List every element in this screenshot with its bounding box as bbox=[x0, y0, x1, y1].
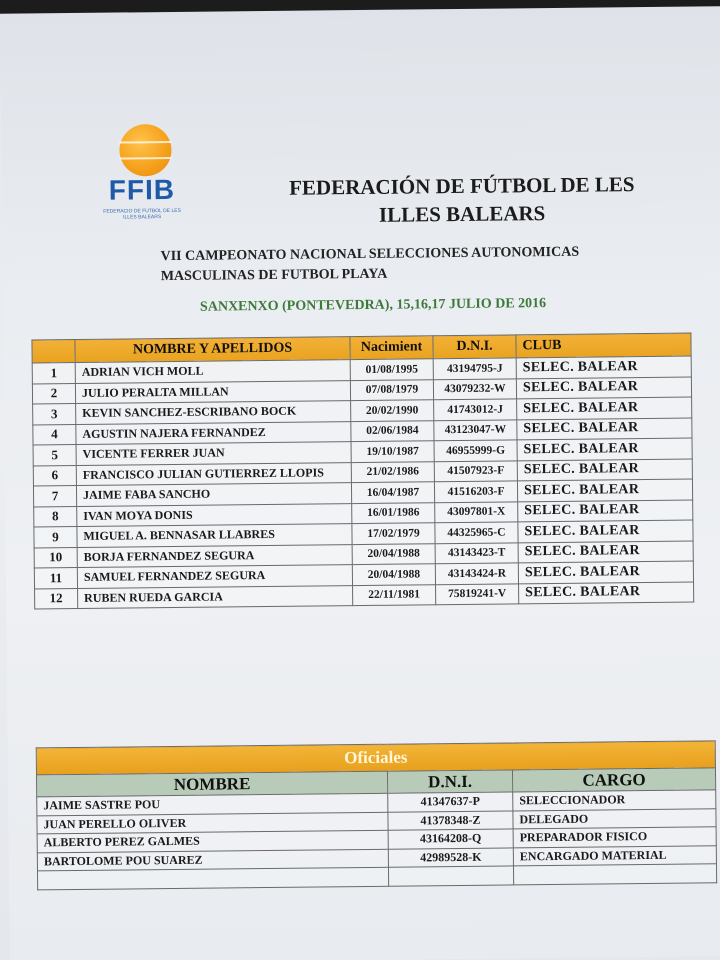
player-dni: 43079232-W bbox=[433, 378, 516, 399]
player-number: 10 bbox=[34, 547, 77, 568]
official-name: JAIME SASTRE POU bbox=[37, 793, 388, 815]
player-number: 5 bbox=[33, 444, 76, 465]
player-club: SELEC. BALEAR bbox=[516, 356, 691, 378]
official-role: ENCARGADO MATERIAL bbox=[513, 845, 716, 866]
title-line-1: FEDERACIÓN DE FÚTBOL DE LES bbox=[289, 172, 635, 200]
player-dni: 43097801-X bbox=[435, 501, 518, 522]
player-number: 8 bbox=[34, 506, 77, 527]
page-title bbox=[242, 170, 683, 231]
player-name: RUBEN RUEDA GARCIA bbox=[78, 585, 353, 608]
player-birth-date: 02/06/1984 bbox=[351, 420, 434, 441]
subtitle-line-1: VII CAMPEONATO NACIONAL SELECCIONES AUTONOMICAS bbox=[160, 244, 580, 265]
player-dni: 75819241-V bbox=[436, 583, 519, 604]
player-birth-date: 19/10/1987 bbox=[351, 441, 434, 462]
players-table bbox=[31, 333, 694, 610]
player-number: 6 bbox=[33, 465, 76, 486]
official-dni bbox=[388, 866, 513, 886]
player-birth-date: 21/02/1986 bbox=[351, 461, 434, 482]
header-official-dni: D.N.I. bbox=[387, 770, 512, 793]
player-club: SELEC. BALEAR bbox=[518, 520, 693, 542]
official-dni: 43164208-Q bbox=[388, 829, 513, 849]
player-name: IVAN MOYA DONIS bbox=[77, 503, 352, 526]
official-role bbox=[513, 864, 716, 885]
player-number: 9 bbox=[34, 526, 77, 547]
player-name: FRANCISCO JULIAN GUTIERREZ LLOPIS bbox=[76, 462, 351, 485]
player-birth-date: 20/04/1988 bbox=[352, 543, 435, 564]
player-birth-date: 07/08/1979 bbox=[350, 379, 433, 400]
officials-band-title: Oficiales bbox=[36, 741, 715, 775]
player-name: VICENTE FERRER JUAN bbox=[76, 442, 351, 465]
official-name: BARTOLOME POU SUAREZ bbox=[37, 849, 388, 871]
header-name: NOMBRE Y APELLIDOS bbox=[75, 337, 350, 363]
player-club: SELEC. BALEAR bbox=[518, 561, 693, 583]
official-role: PREPARADOR FISICO bbox=[513, 827, 716, 848]
player-club: SELEC. BALEAR bbox=[517, 459, 692, 481]
player-name: MIGUEL A. BENNASAR LLABRES bbox=[77, 524, 352, 547]
player-birth-date: 22/11/1981 bbox=[353, 584, 436, 605]
official-role: DELEGADO bbox=[513, 808, 716, 829]
header-club: CLUB bbox=[516, 333, 691, 358]
official-name: JUAN PERELLO OLIVER bbox=[37, 812, 388, 834]
player-club: SELEC. BALEAR bbox=[519, 582, 694, 604]
event-location: SANXENXO (PONTEVEDRA), 15,16,17 JULIO DE 2016 bbox=[199, 296, 547, 315]
player-number: 4 bbox=[33, 424, 76, 445]
logo-subtext: FEDERACIO DE FUTBOL DE LES ILLES BALEARS bbox=[103, 207, 181, 221]
subtitle-line-2: MASCULINAS DE FUTBOL PLAYA bbox=[160, 266, 388, 285]
player-name: AGUSTIN NAJERA FERNANDEZ bbox=[76, 421, 351, 444]
officials-table bbox=[36, 740, 717, 890]
player-birth-date: 01/08/1995 bbox=[350, 359, 433, 380]
player-club: SELEC. BALEAR bbox=[517, 418, 692, 440]
player-birth-date: 17/02/1979 bbox=[352, 523, 435, 544]
player-club: SELEC. BALEAR bbox=[517, 397, 692, 419]
header-dni: D.N.I. bbox=[433, 335, 516, 359]
player-dni: 41743012-J bbox=[434, 399, 517, 420]
official-dni: 42989528-K bbox=[388, 847, 513, 867]
player-name: SAMUEL FERNANDEZ SEGURA bbox=[77, 565, 352, 588]
player-number: 7 bbox=[33, 485, 76, 506]
championship-subtitle bbox=[160, 242, 640, 287]
player-club: SELEC. BALEAR bbox=[517, 479, 692, 501]
logo-text: FFIB bbox=[108, 173, 176, 206]
player-name: BORJA FERNANDEZ SEGURA bbox=[77, 544, 352, 567]
player-number: 12 bbox=[35, 588, 78, 609]
player-birth-date: 20/04/1988 bbox=[352, 564, 435, 585]
title-line-2: ILLES BALEARS bbox=[378, 201, 546, 227]
ffib-logo bbox=[101, 122, 182, 223]
player-birth-date: 20/02/1990 bbox=[351, 400, 434, 421]
player-club: SELEC. BALEAR bbox=[517, 438, 692, 460]
player-number: 2 bbox=[32, 383, 75, 404]
player-name: JULIO PERALTA MILLAN bbox=[75, 380, 350, 403]
player-dni: 43194795-J bbox=[433, 358, 516, 379]
header-official-role: CARGO bbox=[512, 768, 715, 792]
player-dni: 44325965-C bbox=[435, 522, 518, 543]
player-name: ADRIAN VICH MOLL bbox=[75, 360, 350, 383]
player-club: SELEC. BALEAR bbox=[518, 500, 693, 522]
official-name bbox=[37, 867, 388, 889]
player-dni: 43143424-R bbox=[435, 563, 518, 584]
header-birth: Nacimient bbox=[350, 336, 433, 360]
header-official-name: NOMBRE bbox=[36, 771, 387, 797]
player-club: SELEC. BALEAR bbox=[516, 377, 691, 399]
player-club: SELEC. BALEAR bbox=[518, 541, 693, 563]
player-dni: 41507923-F bbox=[434, 460, 517, 481]
ball-icon bbox=[119, 124, 172, 177]
official-name: ALBERTO PEREZ GALMES bbox=[37, 830, 388, 852]
player-number: 11 bbox=[34, 567, 77, 588]
player-dni: 43123047-W bbox=[434, 419, 517, 440]
header-num bbox=[32, 340, 75, 363]
player-name: JAIME FABA SANCHO bbox=[76, 483, 351, 506]
document-page bbox=[0, 6, 720, 960]
player-dni: 41516203-F bbox=[434, 481, 517, 502]
official-dni: 41378348-Z bbox=[388, 810, 513, 830]
official-role: SELECCIONADOR bbox=[513, 790, 716, 811]
player-dni: 43143423-T bbox=[435, 542, 518, 563]
player-number: 1 bbox=[32, 363, 75, 384]
player-birth-date: 16/04/1987 bbox=[351, 482, 434, 503]
player-birth-date: 16/01/1986 bbox=[352, 502, 435, 523]
player-name: KEVIN SANCHEZ-ESCRIBANO BOCK bbox=[76, 401, 351, 424]
player-number: 3 bbox=[33, 403, 76, 424]
official-dni: 41347637-P bbox=[388, 792, 513, 812]
player-dni: 46955999-G bbox=[434, 440, 517, 461]
